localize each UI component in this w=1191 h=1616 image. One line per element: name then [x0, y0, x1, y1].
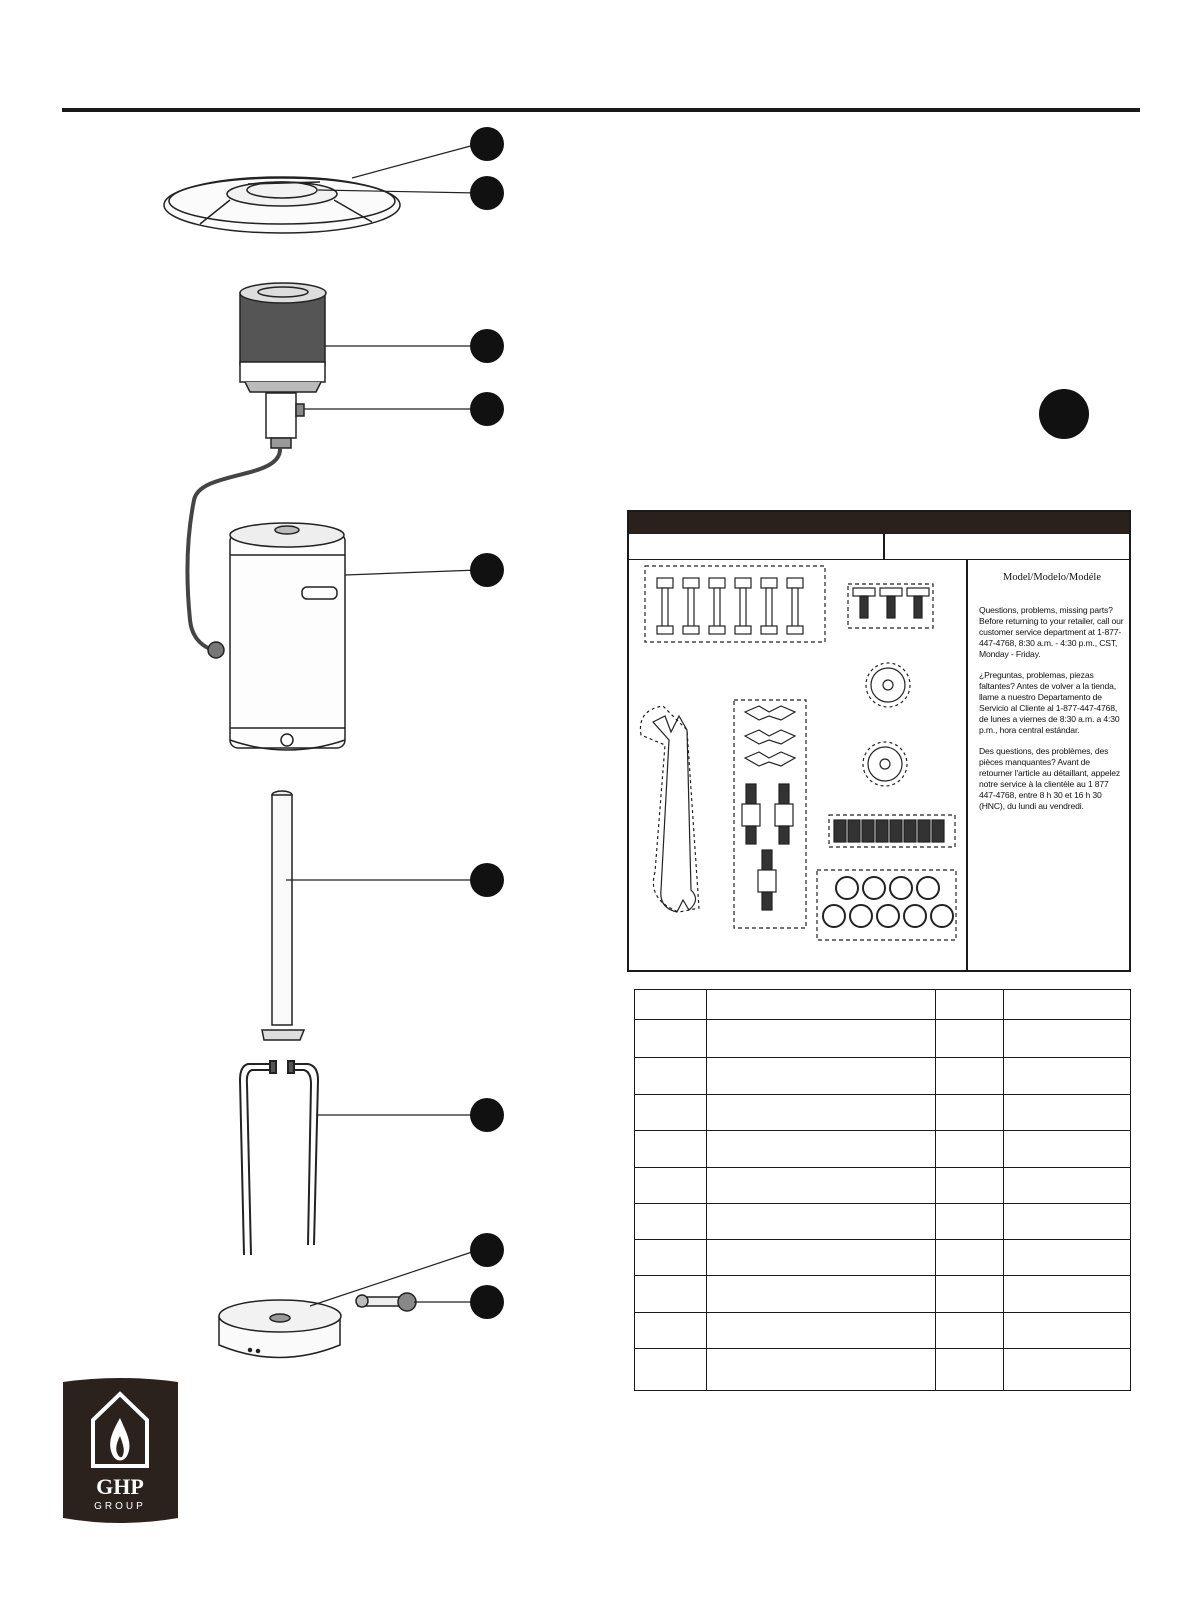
callout-marker	[470, 1233, 504, 1267]
tank-housing	[230, 523, 345, 750]
table-row	[635, 990, 1131, 1020]
callout-marker	[470, 1098, 504, 1132]
table-row	[635, 1131, 1131, 1168]
table-row	[635, 1058, 1131, 1095]
callout-marker	[470, 176, 504, 210]
table-row	[635, 1349, 1131, 1391]
wheel-axle	[356, 1293, 416, 1311]
legs	[240, 1061, 318, 1255]
hardware-pack-card	[627, 510, 1131, 972]
table-row	[635, 1240, 1131, 1276]
table-row	[635, 1095, 1131, 1131]
support-text-english: Questions, problems, missing parts? Before returning to your retailer, call our customer service department at 1-877-447-4768, 8:30 a.m. - 4:30 p.m., CST, Monday - Friday.	[979, 605, 1124, 659]
hardware-card-header-bar	[629, 512, 1129, 534]
parts-list-table	[634, 989, 1131, 1391]
support-info	[979, 568, 1125, 822]
base-plate	[219, 1300, 341, 1358]
hardware-card-subheader	[629, 534, 1129, 560]
table-row	[635, 1204, 1131, 1240]
emitter-screen	[240, 283, 326, 448]
callout-marker	[470, 392, 504, 426]
support-text-spanish: ¿Preguntas, problemas, piezas faltantes? Antes de volver a la tienda, llame a nuestro Departamento de Servicio al Cliente al 1-877-447-4768, de lunes a viernes de 8:30 a.m. a 4:30 p.m., hora central estándar.	[979, 670, 1120, 735]
table-row	[635, 1020, 1131, 1058]
support-post	[262, 791, 304, 1040]
support-text-french: Des questions, des problèmes, des pièces manquantes? Avant de retourner l'article au détaillant, appelez notre service à la clientèle au 1 877 447-4768, entre 8 h 30 et 16 h 30 (HNC), du lundi au vendredi.	[979, 746, 1121, 811]
logo-name: GHP	[96, 1474, 144, 1499]
ghp-group-logo	[63, 1378, 178, 1524]
callout-marker	[470, 1285, 504, 1319]
callout-marker	[470, 127, 504, 161]
logo-subtitle: GROUP	[94, 1501, 146, 1512]
table-row	[635, 1276, 1131, 1313]
table-row	[635, 1313, 1131, 1349]
callout-marker	[1039, 389, 1089, 439]
table-row	[635, 1168, 1131, 1204]
callout-marker	[470, 863, 504, 897]
hardware-illustration	[629, 560, 966, 972]
callout-marker	[470, 553, 504, 587]
model-label: Model/Modelo/Modéle	[1003, 572, 1101, 583]
reflector-shade	[164, 177, 400, 233]
callout-marker	[470, 329, 504, 363]
